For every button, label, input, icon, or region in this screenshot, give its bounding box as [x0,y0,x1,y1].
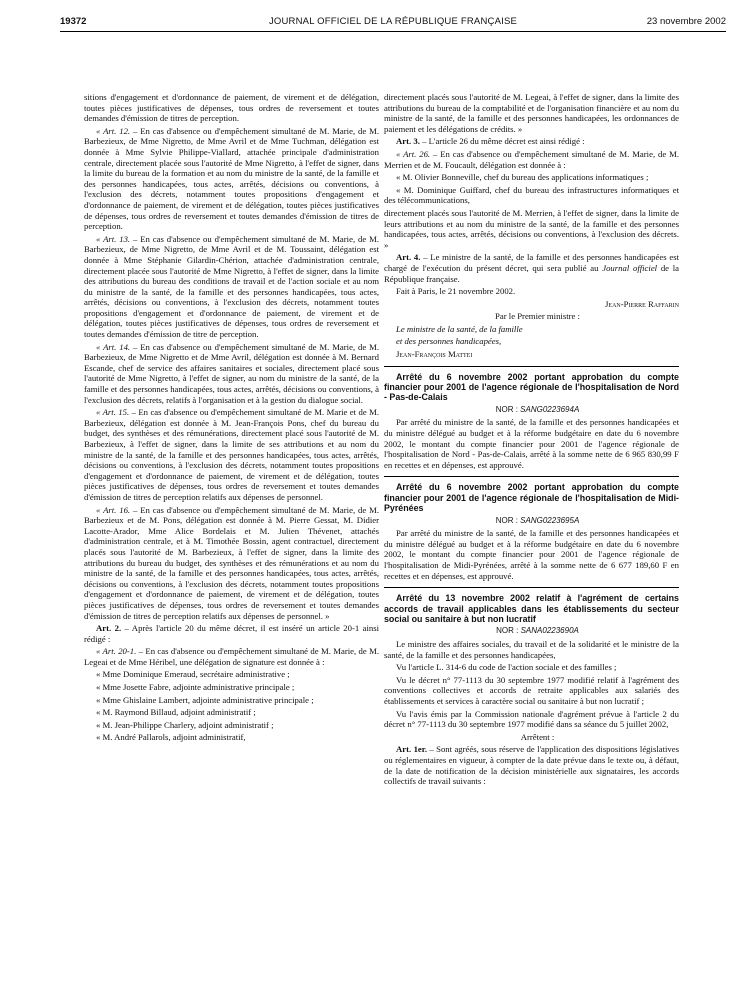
list-item: « Mme Josette Fabre, adjointe administrative principale ; [96,682,295,693]
paragraph: directement placés sous l'autorité de M. Legeai, à l'effet de signer, dans la limite des attributions du bureau de la comptabilité et de l'organisation financière et au nom du ministre de la santé, de la famille et des personnes handicapées, les ordonnances de paiement et les délégations de crédits. » [384,92,679,134]
article-13 [84,234,379,340]
article-text: – En cas d'absence ou d'empêchement simultané de M. Marie, de M. Barbezieux, de Mme Nigretto et de Mme Avril, délégation est donnée à M. Bernard Escande, chef de service des affaires sanitaires et sociales, directement placé sous l'autorité de Mme Nigretto, à l'effet de signer, au nom du ministre de la santé, de la famille et des personnes handicapées, tous actes, arrêtés, décisions ou conventions, à l'exclusion des décrets, relatifs à l'organisation et à la gestion du dialogue social. [84,341,379,405]
article-2 [84,623,379,644]
nor-code: SANG0223695A [520,515,580,525]
nor-reference [384,626,679,637]
right-column [384,92,679,789]
article-15 [84,407,379,502]
decree-visa: Vu l'avis émis par la Commission nationale d'agrément prévue à l'article 2 du décret n° 77-1113 du 30 septembre 1977 modifié dans sa séance du 5 juillet 2002, [384,708,679,730]
nor-code: SANG0223694A [520,404,580,414]
page-header [60,12,726,30]
list-item: « Mme Ghislaine Lambert, adjointe administrative principale ; [96,694,314,705]
decree-visa: Vu l'article L. 314-6 du code de l'action sociale et des familles ; [396,662,617,673]
nor-label: NOR : [496,626,521,636]
article-1 [384,744,679,786]
minister-title: Le ministre de la santé, de la famille [396,323,523,334]
article-text: – Après l'article 20 du même décret, il est inséré un article 20-1 ainsi rédigé : [84,623,379,644]
article-3 [384,136,679,147]
article-text: – L'article 26 du même décret est ainsi rédigé : [419,136,585,147]
decree-text: Le ministre des affaires sociales, du travail et de la solidarité et le ministre de la santé, de la famille et des personnes handicapées, [384,639,679,660]
article-text: – En cas d'absence ou d'empêchement simultané de M. Marie, de M. Merrien et de M. Foucault, délégation est donnée à : [384,148,679,170]
article-label: « Art. 13. [96,233,131,244]
article-text-end: de la République française. [384,262,680,284]
section-divider [384,587,679,588]
article-text: – En cas d'absence ou d'empêchement simultané de M. Marie, de M. Barbezieux et de M. Pons, délégation est donnée à M. Pierre Gessat, M. Didier Lacotte-Arador, Mme Alice Bordelais et M. Julien Thévenet, attachés d'administration centrale, et à M. Timothée Bossin, agent contractuel, directement placés sous l'autorité de M. Barbezieux, à l'effet de signer, dans la limite des attributions du bureau du budget, des synthèses et des rémunérations et au nom du ministre de la santé, de la famille et des personnes handicapées, tous actes, arrêtés, décisions ou conventions, à l'exclusion des décrets, notamment toutes propositions d'engagement et d'ordonnance de paiement, de virement et de délégation, toutes pièces justificatives de dépenses, tous ordres de reversement et toutes demandes d'émission de titres de perception relatifs aux dépenses de personnel. » [84,504,379,621]
minister-title-cont: et des personnes handicapées, [396,336,502,347]
journal-reference: Journal officiel [602,262,658,273]
nor-reference [384,405,679,416]
paragraph: sitions d'engagement et d'ordonnance de paiement, de virement et de délégation, toutes pièces justificatives de dépenses, tous ordres de reversement et toutes demandes d'émission de titres de perception. [84,92,379,124]
journal-title: JOURNAL OFFICIEL DE LA RÉPUBLIQUE FRANÇAISE [268,16,518,27]
article-label: « Art. 26. [396,148,431,159]
section-divider [384,476,679,477]
nor-label: NOR : [495,404,521,414]
decree-text: Par arrêté du ministre de la santé, de la famille et des personnes handicapées et du ministre délégué au budget et à la réforme budgétaire en date du 6 novembre 2002, le montant du compte financier pour 2001 de l'agence régionale de l'hospitalisation de Midi-Pyrénées, arrêté à la somme nette de 6 677 189,60 F en recettes et en dépenses, est approuvé. [384,528,679,581]
signature-minister: Jean-François Mattei [396,349,473,360]
nor-code: SANA0223690A [520,626,579,636]
list-item: « Mme Dominique Emeraud, secrétaire administrative ; [96,669,290,680]
decree-title: Arrêté du 6 novembre 2002 portant approbation du compte financier pour 2001 de l'agence régionale de l'hospitalisation de Nord - Pas-de-Calais [384,371,679,403]
decree-title: Arrêté du 6 novembre 2002 portant approbation du compte financier pour 2001 de l'agence régionale de l'hospitalisation de Midi-Pyrénées [384,482,679,514]
list-item: « M. Raymond Billaud, adjoint administratif ; [96,707,256,718]
decree-title: Arrêté du 13 novembre 2002 relatif à l'agrément de certains accords de travail applicables dans les établissements du secteur social ou sanitaire à but non lucratif [384,593,679,625]
article-label: Art. 1er. [396,744,428,755]
header-rule [60,31,726,32]
decree-visa: Vu le décret n° 77-1113 du 30 septembre 1977 modifié relatif à l'agrément des conventions collectives et accords de retraite applicables aux salariés des établissements et services à caractère social ou sanitaire à but non lucratif ; [384,674,679,706]
page-number: 19372 [60,16,87,27]
article-26 [384,149,679,170]
nor-reference [384,516,679,527]
article-16 [84,505,379,622]
list-item: « M. Dominique Guiffard, chef du bureau des infrastructures informatiques et des télécommunications, [384,184,679,206]
article-12 [84,126,379,232]
article-label: « Art. 14. [96,341,131,352]
list-item: « M. André Pallarols, adjoint administratif, [96,732,246,743]
left-column [84,92,379,745]
article-label: Art. 4. [396,252,421,263]
article-label: « Art. 15. [96,407,130,418]
article-label: Art. 3. [396,136,420,147]
list-item: « M. Jean-Philippe Charlery, adjoint administratif ; [96,719,274,730]
publication-date: 23 novembre 2002 [646,16,726,27]
article-text: – En cas d'absence ou d'empêchement simultané de M. Marie, de M. Barbezieux, de Mme Nigretto, de Mme Avril et de M. Toussaint, délégation est donnée à Mme Stéphanie Gilardin-Chérion, attachée d'administration centrale, directement placée sous l'autorité de Mme Nigretto, à l'effet de signer, dans la limite des attributions du bureau des conditions de travail et de l'action sociale et au nom du ministre de la santé, de la famille et des personnes handicapées, tous actes, arrêtés, décisions ou conventions, à l'exclusion des décrets, notamment toutes propositions d'engagement et d'ordonnance de paiement, de virement et de délégation, toutes pièces justificatives de dépenses, tous ordres de reversement et toutes demandes d'émission de titre de perception. [84,233,379,340]
decree-text: Par arrêté du ministre de la santé, de la famille et des personnes handicapées et du ministre délégué au budget et à la réforme budgétaire en date du 6 novembre 2002, le montant du compte financier pour 2001 de l'agence régionale de l'hospitalisation de Nord - Pas-de-Calais, arrêté à la somme nette de 6 965 830,99 F en recettes et en dépenses, est approuvé. [384,417,679,470]
signature-prime-minister: Jean-Pierre Raffarin [605,298,679,309]
by-prime-minister: Par le Premier ministre : [495,311,580,322]
article-text: – En cas d'absence ou d'empêchement simultané de M. Marie et de M. Barbezieux, délégation est donnée à M. Jean-François Pons, chef du bureau du budget, des synthèses et des rémunérations, directement placé sous l'autorité de M. Barbezieux, à l'effet de signer, dans la limite de ses attributions et au nom du ministre de la santé, de la famille et des personnes handicapées, tous actes, arrêtés, décisions ou conventions, à l'exclusion des décrets, notamment toutes propositions d'engagement et d'ordonnance de paiement, de virement et de délégation, toutes pièces justificatives de dépenses, tous ordres de reversement et toutes demandes d'émission de titres de perception relatifs aux dépenses de personnel. [84,407,379,502]
article-label: « Art. 12. [96,125,131,136]
article-label: Art. 2. [96,623,122,634]
article-20-1 [84,646,379,667]
list-item: « M. Olivier Bonneville, chef du bureau des applications informatiques ; [396,172,649,183]
article-4 [384,252,679,284]
article-text: – Le ministre de la santé, de la famille et des personnes handicapées est chargé de l'exécution du présent décret, qui sera publié au [384,252,679,273]
paragraph: directement placés sous l'autorité de M. Merrien, à l'effet de signer, dans la limite de leurs attributions et au nom du ministre de la santé, de la famille et des personnes handicapées, tous actes, arrêtés, décisions ou conventions, à l'exclusion des décrets. » [384,207,679,250]
place-date: Fait à Paris, le 21 novembre 2002. [396,286,516,297]
article-14 [84,342,379,406]
nor-label: NOR : [495,515,521,525]
article-text: – En cas d'absence ou d'empêchement simultané de M. Marie, de M. Barbezieux, de Mme Nigretto, de Mme Avril et de Mme Tuchman, délégation est donnée à Mme Sylvie Philippe-Viallard, attachée principale d'administration centrale, directement placée sous l'autorité de Mme Nigretto, à l'effet de signer, dans la limite du bureau de la formation et au nom du ministre de la santé, de la famille et des personnes handicapées, tous actes, arrêtés, décisions ou conventions, à l'exclusion des décrets, notamment toutes propositions d'engagement et d'ordonnance de paiement, de virement et de délégation, toutes pièces justificatives de dépenses, tous ordres de reversement et toutes demandes d'émission de titres de perception. [84,125,379,232]
article-label: « Art. 16. [96,504,131,515]
article-text: – En cas d'absence ou d'empêchement simultané de M. Marie, de M. Legeai et de Mme Héribel, une délégation de signature est donnée à : [84,646,379,667]
article-text: – Sont agréés, sous réserve de l'application des dispositions législatives ou réglementaires en vigueur, à compter de la date prévue dans le texte ou, à défaut, de la date de notification de la décision ministérielle aux signataires, les accords collectifs de travail suivants : [384,744,679,787]
article-label: « Art. 20-1. [96,646,137,657]
arretent: Arrêtent : [520,731,555,742]
section-divider [384,366,679,367]
